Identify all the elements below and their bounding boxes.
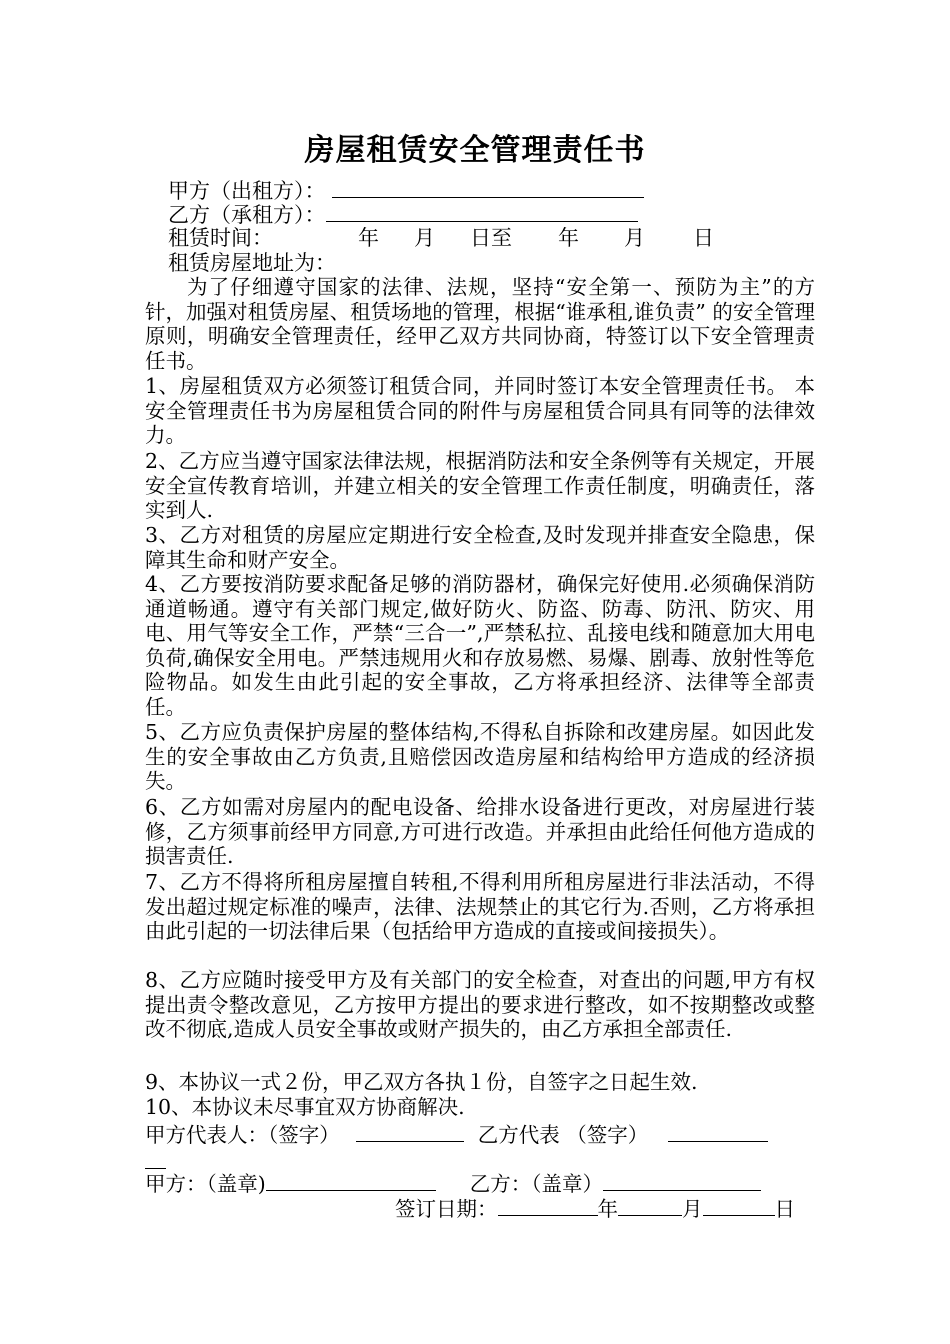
clause-2: 2、乙方应当遵守国家法律法规，根据消防法和安全条例等有关规定，开展安全宣传教育培训，并建立相关的安全管理工作责任制度，明确责任，落实到人. <box>145 449 815 523</box>
party-a-field <box>168 177 644 204</box>
intro-paragraph: 为了仔细遵守国家的法律、法规，坚持“安全第一、预防为主”的方针，加强对租赁房屋、租赁场地的管理，根据“谁承租,谁负责” 的安全管理原则，明确安全管理责任，经甲乙双方共同协商，特签订以下安全管理责任书。 <box>145 275 815 373</box>
party-a-blank <box>332 177 644 198</box>
address-label: 租赁房屋地址为： <box>168 251 336 275</box>
clause-7: 7、乙方不得将所租房屋擅自转租,不得利用所租房屋进行非法活动，不得发出超过规定标准的噪声，法律、法规禁止的其它行为.否则，乙方将承担由此引起的一切法律后果（包括给甲方造成的直接或间接损失）。 <box>145 870 815 944</box>
party-a-seal-blank <box>266 1170 436 1191</box>
lease-day-2: 日 <box>693 226 714 250</box>
signing-month-blank <box>618 1195 682 1216</box>
party-b-rep-blank-overflow <box>145 1148 166 1169</box>
party-b-rep-label: 乙方代表 （签字） <box>477 1123 649 1147</box>
lease-time-label: 租赁时间： <box>168 226 273 250</box>
signing-month: 月 <box>682 1197 703 1221</box>
clause-10: 10、本协议未尽事宜双方协商解决. <box>145 1095 465 1119</box>
clause-9: 9、本协议一式２份，甲乙双方各执１份，自签字之日起生效. <box>145 1070 698 1094</box>
lease-day-to: 日至 <box>470 226 512 250</box>
clause-8: 8、乙方应随时接受甲方及有关部门的安全检查，对查出的问题,甲方有权提出责令整改意见，乙方按甲方提出的要求进行整改，如不按期整改或整改不彻底,造成人员安全事故或财产损失的，由乙方承担全部责任. <box>145 968 815 1042</box>
clause-5: 5、乙方应负责保护房屋的整体结构,不得私自拆除和改建房屋。如因此发生的安全事故由乙方负责,且赔偿因改造房屋和结构给甲方造成的经济损失。 <box>145 720 815 794</box>
party-a-rep-label: 甲方代表人：（签字） <box>145 1123 340 1147</box>
signing-year-blank <box>498 1195 598 1216</box>
party-a-seal-label: 甲方：（盖章) <box>145 1172 266 1196</box>
party-b-blank <box>326 201 638 222</box>
clause-4: 4、乙方要按消防要求配备足够的消防器材，确保完好使用.必须确保消防通道畅通。遵守有关部门规定,做好防火、防盗、防毒、防汛、防灾、用电、用气等安全工作，严禁“三合一”,严禁私拉、乱接电线和随意加大用电负荷,确保安全用电。严禁违规用火和存放易燃、易爆、剧毒、放射性等危险物品。如发生由此引起的安全事故，乙方将承担经济、法律等全部责任。 <box>145 572 815 719</box>
representative-signature-row <box>145 1121 768 1148</box>
signing-day-blank <box>703 1195 775 1216</box>
party-a-rep-blank <box>356 1121 464 1142</box>
party-b-field <box>168 201 638 228</box>
lease-month-2: 月 <box>624 226 645 250</box>
party-b-seal-label: 乙方：（盖章） <box>469 1172 603 1196</box>
party-a-label: 甲方（出租方）： <box>168 179 326 203</box>
clause-1: 1、房屋租赁双方必须签订租赁合同，并同时签订本安全管理责任书。 本安全管理责任书为房屋租赁合同的附件与房屋租赁合同具有同等的法律效力。 <box>145 374 815 448</box>
lease-time-field <box>168 225 728 251</box>
document-title: 房屋租赁安全管理责任书 <box>304 133 646 168</box>
signing-date-row <box>395 1195 795 1222</box>
clause-6: 6、乙方如需对房屋内的配电设备、给排水设备进行更改，对房屋进行装修，乙方须事前经甲方同意,方可进行改造。并承担由此给任何他方造成的损害责任. <box>145 795 815 869</box>
party-b-rep-blank <box>668 1121 768 1142</box>
lease-month-1: 月 <box>414 226 435 250</box>
clause-3: 3、乙方对租赁的房屋应定期进行安全检查,及时发现并排查安全隐患，保障其生命和财产安全。 <box>145 523 815 572</box>
signing-day: 日 <box>774 1197 795 1221</box>
lease-year-2: 年 <box>558 226 579 250</box>
signing-year: 年 <box>597 1197 618 1221</box>
seal-row <box>145 1170 761 1197</box>
signing-date-label: 签订日期： <box>395 1197 498 1221</box>
party-b-label: 乙方（承租方）： <box>168 203 326 227</box>
party-b-seal-blank <box>603 1170 761 1191</box>
lease-year-1: 年 <box>358 226 379 250</box>
address-field <box>168 250 336 276</box>
